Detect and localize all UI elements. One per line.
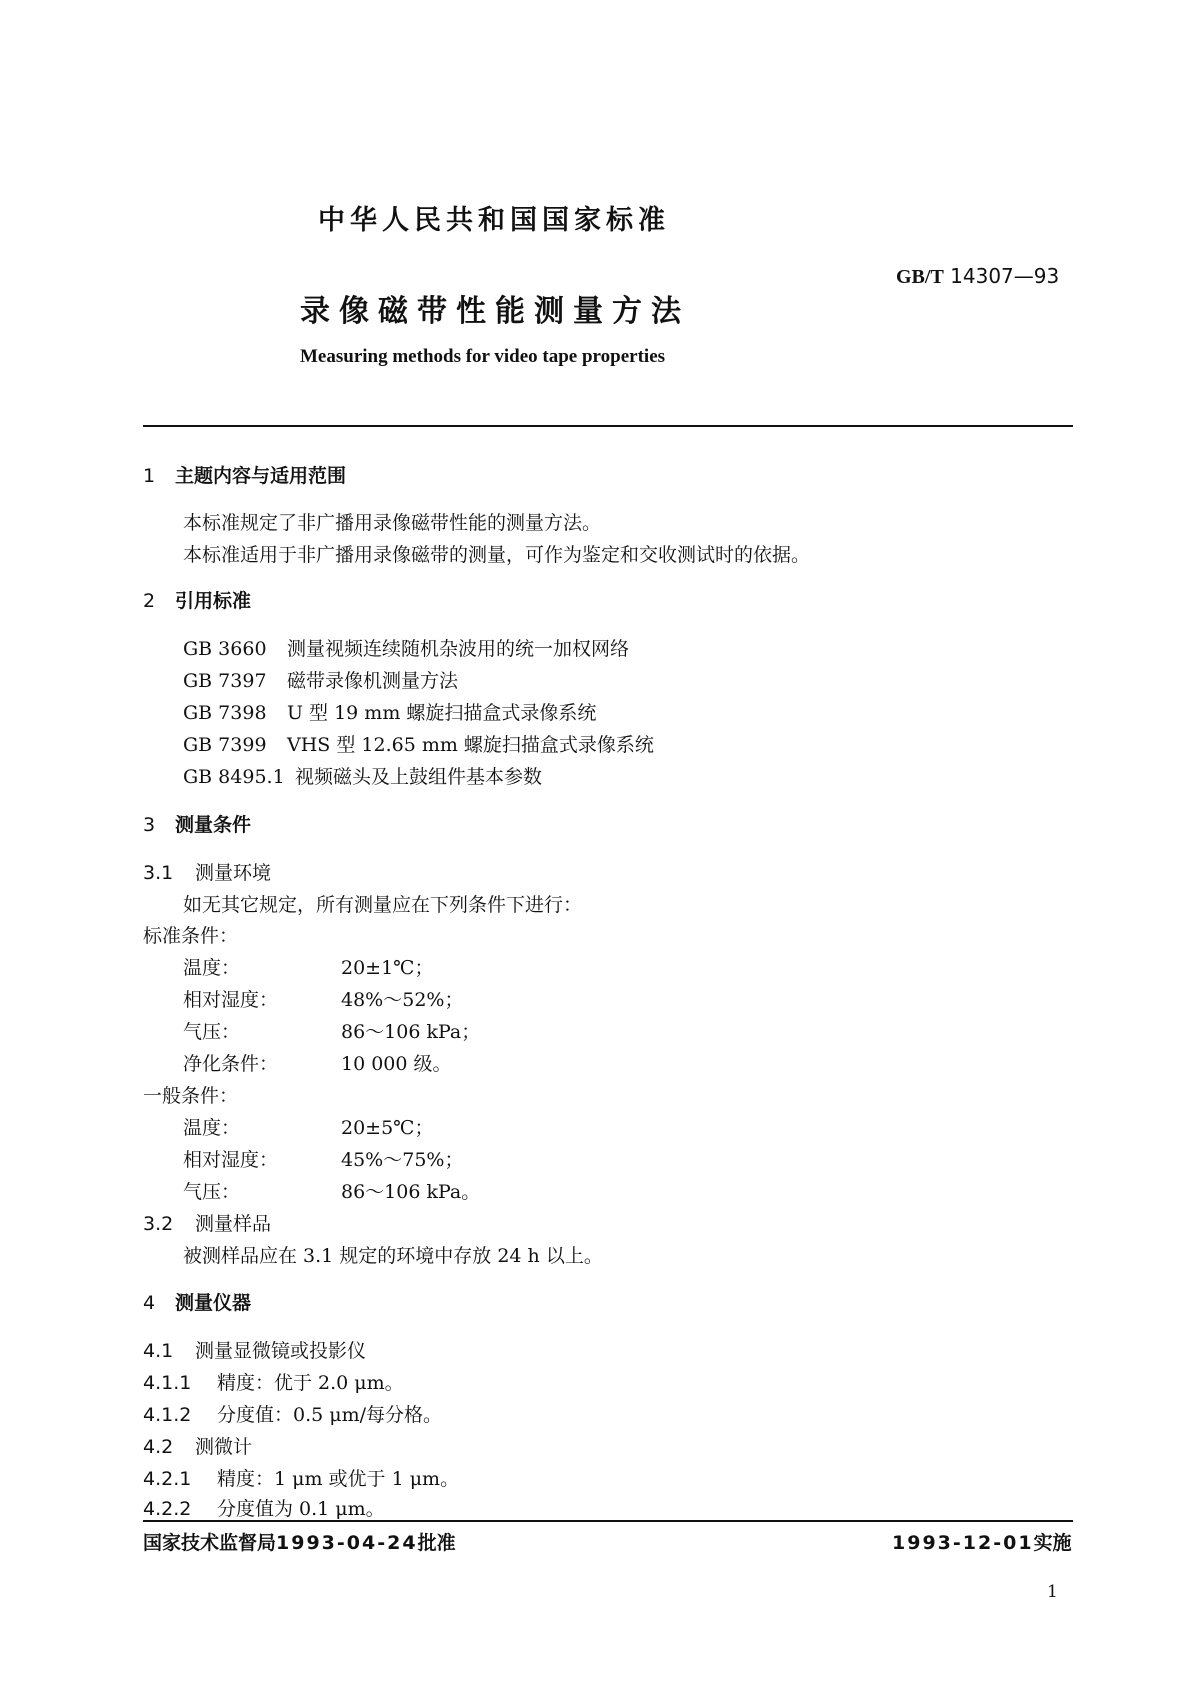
condition-value: 86～106 kPa。	[341, 1181, 481, 1203]
section-2-heading	[143, 586, 251, 613]
section-title: 测量仪器	[175, 1292, 252, 1314]
condition-row	[183, 1145, 463, 1172]
item-number: 4.1.1	[143, 1372, 192, 1394]
page-number: 1	[1047, 1582, 1058, 1602]
reference-code: GB 3660	[183, 638, 267, 660]
reference-item	[183, 762, 542, 789]
section-number: 4	[143, 1292, 156, 1314]
header-divider	[143, 425, 1073, 427]
condition-row	[183, 985, 463, 1012]
reference-item	[183, 730, 654, 757]
condition-label: 气压：	[183, 1181, 241, 1203]
item-number: 4.1	[143, 1340, 174, 1362]
standard-code	[896, 264, 1059, 289]
item-number: 4.2.2	[143, 1498, 192, 1520]
subsection-3-2-heading	[143, 1209, 271, 1236]
reference-title: 视频磁头及上鼓组件基本参数	[295, 766, 543, 788]
condition-value: 45%～75%；	[341, 1149, 464, 1171]
item-number: 4.2	[143, 1436, 174, 1458]
item-text: 分度值为 0.1 μm。	[217, 1498, 385, 1520]
s1-paragraph-2: 本标准适用于非广播用录像磁带的测量，可作为鉴定和交收测试时的依据。	[183, 544, 811, 566]
subsection-3-1-heading	[143, 858, 271, 885]
standard-conditions-label: 标准条件：	[143, 925, 239, 947]
national-standard-heading: 中华人民共和国国家标准	[318, 205, 670, 236]
s4-item	[143, 1336, 366, 1363]
subsection-title: 测量样品	[195, 1213, 272, 1235]
condition-label: 气压：	[183, 1021, 241, 1043]
approval-suffix: 批准	[417, 1532, 456, 1554]
condition-value: 10 000 级。	[341, 1053, 452, 1075]
s3-1-intro: 如无其它规定，所有测量应在下列条件下进行：	[183, 894, 583, 916]
reference-title: 测量视频连续随机杂波用的统一加权网络	[287, 638, 630, 660]
s4-item	[143, 1368, 404, 1395]
section-number: 3	[143, 814, 156, 836]
subsection-title: 测量环境	[195, 862, 272, 884]
footer-divider	[143, 1520, 1073, 1522]
reference-title: 磁带录像机测量方法	[287, 670, 459, 692]
document-title-cn: 录像磁带性能测量方法	[300, 294, 690, 329]
condition-label: 相对湿度：	[183, 1149, 279, 1171]
approving-authority: 国家技术监督局	[143, 1532, 277, 1554]
condition-label: 净化条件：	[183, 1053, 279, 1075]
s4-item	[143, 1464, 459, 1491]
effective-date: 1993-12-01	[892, 1532, 1034, 1554]
effective-suffix: 实施	[1033, 1532, 1072, 1554]
section-4-heading	[143, 1288, 251, 1315]
reference-code: GB 7397	[183, 670, 267, 692]
document-title-en: Measuring methods for video tape properties	[300, 346, 666, 367]
section-title: 主题内容与适用范围	[175, 465, 347, 487]
item-text: 精度：优于 2.0 μm。	[217, 1372, 404, 1394]
s4-item	[143, 1494, 385, 1521]
condition-row	[183, 1017, 480, 1044]
s4-item	[143, 1400, 442, 1427]
section-title: 引用标准	[175, 590, 252, 612]
condition-value: 86～106 kPa；	[341, 1021, 481, 1043]
condition-value: 20±5℃；	[341, 1117, 434, 1139]
condition-row	[183, 953, 433, 980]
approval-line	[143, 1528, 456, 1555]
reference-item	[183, 698, 596, 725]
general-conditions-label: 一般条件：	[143, 1085, 239, 1107]
section-number: 2	[143, 590, 156, 612]
standard-code-number: 14307—93	[950, 264, 1060, 288]
condition-row	[183, 1113, 433, 1140]
reference-item	[183, 666, 458, 693]
section-1-heading	[143, 461, 346, 488]
section-3-heading	[143, 810, 251, 837]
condition-row	[183, 1049, 452, 1076]
reference-title: VHS 型 12.65 mm 螺旋扫描盒式录像系统	[287, 734, 654, 756]
section-title: 测量条件	[175, 814, 252, 836]
condition-label: 温度：	[183, 957, 241, 979]
effective-line	[892, 1528, 1072, 1555]
standard-code-prefix: GB/T	[896, 266, 944, 288]
condition-row	[183, 1177, 480, 1204]
s3-2-text: 被测样品应在 3.1 规定的环境中存放 24 h 以上。	[183, 1245, 603, 1267]
item-number: 4.1.2	[143, 1404, 192, 1426]
reference-code: GB 7399	[183, 734, 267, 756]
item-text: 精度：1 μm 或优于 1 μm。	[217, 1468, 460, 1490]
section-number: 1	[143, 465, 156, 487]
s4-item	[143, 1432, 252, 1459]
reference-title: U 型 19 mm 螺旋扫描盒式录像系统	[287, 702, 597, 724]
reference-code: GB 7398	[183, 702, 267, 724]
item-number: 4.2.1	[143, 1468, 192, 1490]
approval-date: 1993-04-24	[276, 1532, 418, 1554]
item-text: 测微计	[195, 1436, 253, 1458]
condition-label: 温度：	[183, 1117, 241, 1139]
subsection-number: 3.1	[143, 862, 174, 884]
condition-label: 相对湿度：	[183, 989, 279, 1011]
reference-code: GB 8495.1	[183, 766, 285, 788]
subsection-number: 3.2	[143, 1213, 174, 1235]
reference-item	[183, 634, 629, 661]
condition-value: 20±1℃；	[341, 957, 434, 979]
condition-value: 48%～52%；	[341, 989, 464, 1011]
s1-paragraph-1: 本标准规定了非广播用录像磁带性能的测量方法。	[183, 512, 602, 534]
item-text: 分度值：0.5 μm/每分格。	[217, 1404, 443, 1426]
item-text: 测量显微镜或投影仪	[195, 1340, 367, 1362]
